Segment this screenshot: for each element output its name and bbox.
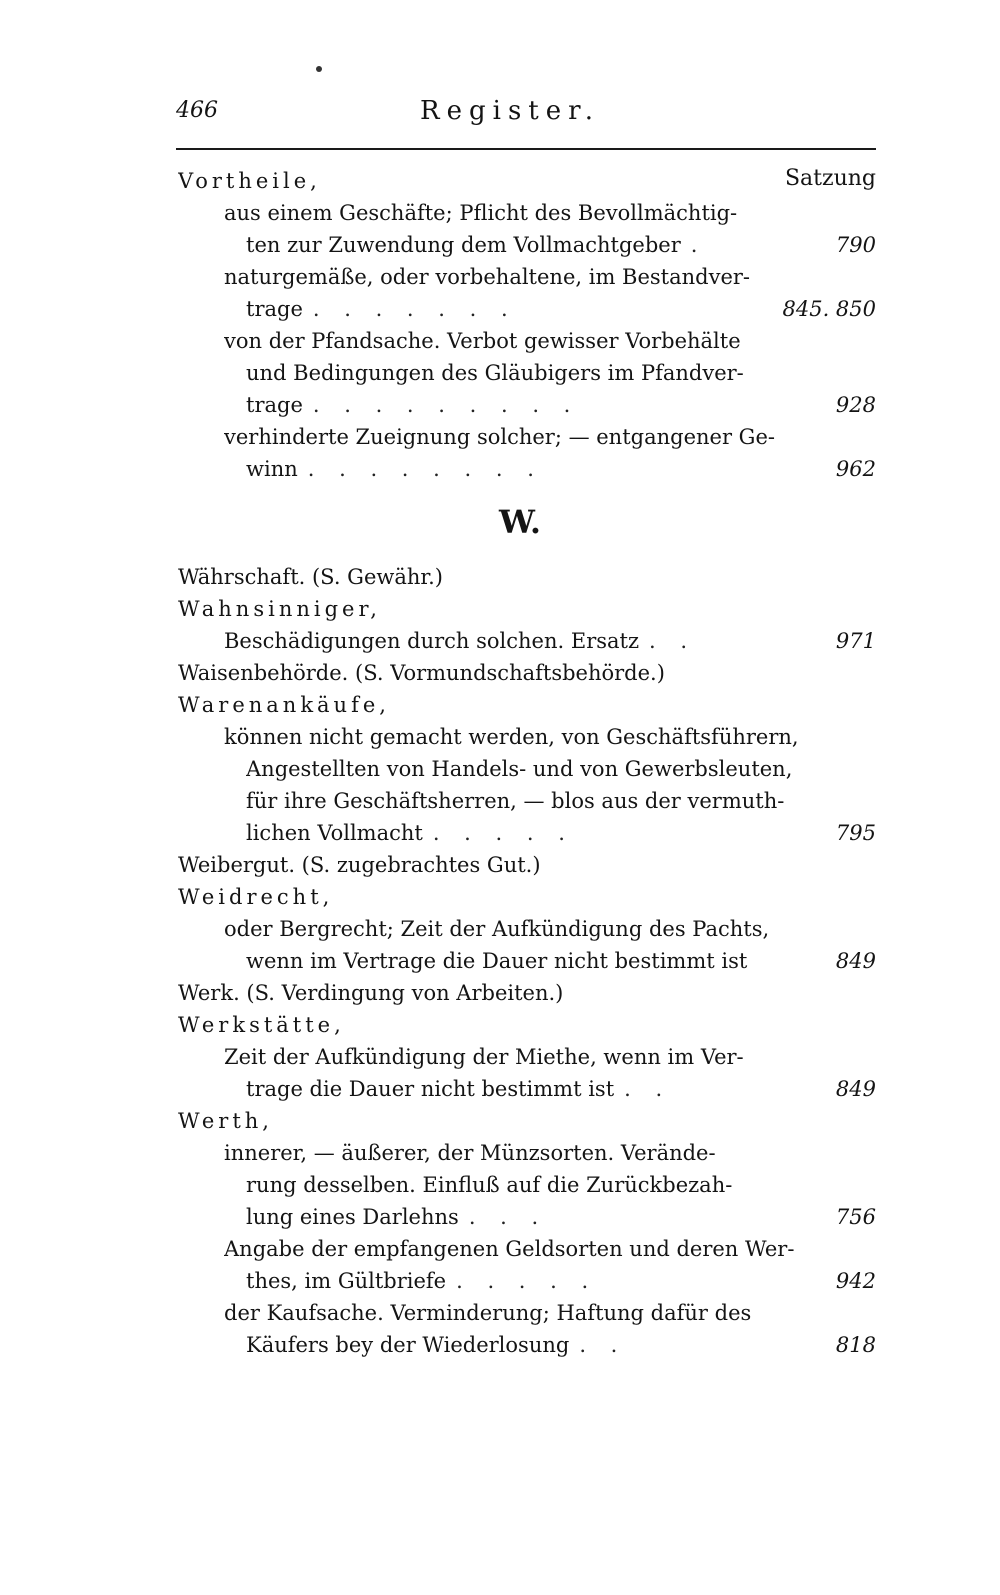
entry-text: von der Pfandsache. Verbot gewisser Vorbehälte xyxy=(224,329,741,353)
entry-text: Weidrecht, xyxy=(178,885,334,909)
index-continuation xyxy=(246,818,876,848)
header-rule xyxy=(176,148,876,150)
index-heading xyxy=(178,594,876,624)
entry-text: können nicht gemacht werden, von Geschäftsführern, xyxy=(224,725,799,749)
entry-text: aus einem Geschäfte; Pflicht des Bevollmächtig- xyxy=(224,201,738,225)
dot-leader: . . xyxy=(624,1077,672,1101)
paragraph-number: 818 xyxy=(835,1333,876,1357)
paragraph-number: 790 xyxy=(835,233,876,257)
paragraph-number: 849 xyxy=(835,1077,876,1101)
index-continuation xyxy=(246,294,876,324)
entry-text: Beschädigungen durch solchen. Ersatz xyxy=(224,629,640,653)
entry-text: thes, im Gültbriefe xyxy=(246,1269,447,1293)
entry-text: Waisenbehörde. (S. Vormundschaftsbehörde.) xyxy=(178,661,665,685)
index-heading xyxy=(178,166,876,196)
index-heading xyxy=(178,1010,876,1040)
entry-text: Warenankäufe, xyxy=(178,693,390,717)
entry-text: Angabe der empfangenen Geldsorten und deren Wer- xyxy=(224,1237,795,1261)
index-heading xyxy=(178,882,876,912)
index-subentry xyxy=(224,914,876,944)
index-subentry xyxy=(224,722,876,752)
dot-leader: . . . xyxy=(468,1205,548,1229)
entry-text: rung desselben. Einfluß auf die Zurückbezah- xyxy=(246,1173,733,1197)
index-continuation xyxy=(246,358,876,388)
entry-text: verhinderte Zueignung solcher; — entgangener Ge- xyxy=(224,425,775,449)
dot-leader: . . . . . . . . xyxy=(307,457,543,481)
index-continuation xyxy=(246,1266,876,1296)
index-heading xyxy=(178,658,876,688)
entry-text: Werk. (S. Verdingung von Arbeiten.) xyxy=(178,981,564,1005)
entry-text: naturgemäße, oder vorbehaltene, im Bestandver- xyxy=(224,265,751,289)
entry-text: ten zur Zuwendung dem Vollmachtgeber xyxy=(246,233,681,257)
index-heading xyxy=(178,978,876,1008)
index-continuation xyxy=(246,1202,876,1232)
index-subentry xyxy=(224,1298,876,1328)
entry-text: lichen Vollmacht xyxy=(246,821,423,845)
paragraph-number: 795 xyxy=(835,821,876,845)
entry-text: Käufers bey der Wiederlosung xyxy=(246,1333,570,1357)
running-head: Register. xyxy=(420,96,600,126)
index-subentry xyxy=(224,1042,876,1072)
index-continuation xyxy=(246,454,876,484)
entry-text: Wahnsinniger, xyxy=(178,597,381,621)
dot-leader: . . . . . . . xyxy=(312,297,517,321)
index-continuation xyxy=(246,390,876,420)
entry-text: lung eines Darlehns xyxy=(246,1205,459,1229)
entry-text: innerer, — äußerer, der Münzsorten. Verände- xyxy=(224,1141,716,1165)
index-subentry xyxy=(224,422,876,452)
paragraph-number: 942 xyxy=(835,1269,876,1293)
entry-text: Werkstätte, xyxy=(178,1013,345,1037)
dot-leader: . xyxy=(690,233,707,257)
section-letter: W. xyxy=(498,503,542,541)
index-continuation xyxy=(246,1074,876,1104)
index-subentry xyxy=(224,198,876,228)
paragraph-number: 756 xyxy=(835,1205,876,1229)
entry-text: trage xyxy=(246,297,303,321)
entry-text: und Bedingungen des Gläubigers im Pfandver- xyxy=(246,361,744,385)
entry-text: der Kaufsache. Verminderung; Haftung dafür des xyxy=(224,1301,752,1325)
entry-text: Weibergut. (S. zugebrachtes Gut.) xyxy=(178,853,541,877)
index-subentry xyxy=(224,262,876,292)
paragraph-number: 971 xyxy=(835,629,876,653)
index-subentry xyxy=(224,626,876,656)
entry-text: oder Bergrecht; Zeit der Aufkündigung des Pachts, xyxy=(224,917,770,941)
index-continuation xyxy=(246,946,876,976)
entry-text: Zeit der Aufkündigung der Miethe, wenn im Ver- xyxy=(224,1045,744,1069)
paragraph-number: 962 xyxy=(835,457,876,481)
entry-text: trage die Dauer nicht bestimmt ist xyxy=(246,1077,615,1101)
index-subentry xyxy=(224,1138,876,1168)
paragraph-number: 928 xyxy=(835,393,876,417)
dot-leader: . . xyxy=(649,629,697,653)
index-heading xyxy=(178,690,876,720)
entry-text: Vortheile, xyxy=(178,169,321,193)
index-heading xyxy=(178,850,876,880)
entry-text: trage xyxy=(246,393,303,417)
dot-leader: . . . . . . . . . xyxy=(312,393,580,417)
paragraph-number: 845. 850 xyxy=(782,297,876,321)
index-continuation xyxy=(246,230,876,260)
index-continuation xyxy=(246,786,876,816)
index-continuation xyxy=(246,754,876,784)
entry-text: Werth, xyxy=(178,1109,273,1133)
index-continuation xyxy=(246,1170,876,1200)
column-head: Satzung xyxy=(784,166,876,191)
dot-leader: . . . . . xyxy=(432,821,574,845)
ink-speck xyxy=(316,66,322,72)
page-number: 466 xyxy=(176,98,218,123)
entry-text: für ihre Geschäftsherren, — blos aus der vermuth- xyxy=(246,789,785,813)
entry-text: Angestellten von Handels- und von Gewerbsleuten, xyxy=(246,757,793,781)
index-heading xyxy=(178,1106,876,1136)
index-subentry xyxy=(224,326,876,356)
dot-leader: . . xyxy=(579,1333,627,1357)
entry-text: wenn im Vertrage die Dauer nicht bestimmt ist xyxy=(246,949,748,973)
index-continuation xyxy=(246,1330,876,1360)
index-heading xyxy=(178,562,876,592)
entry-text: Währschaft. (S. Gewähr.) xyxy=(178,565,443,589)
entry-text: winn xyxy=(246,457,298,481)
index-subentry xyxy=(224,1234,876,1264)
paragraph-number: 849 xyxy=(835,949,876,973)
dot-leader: . . . . . xyxy=(456,1269,598,1293)
